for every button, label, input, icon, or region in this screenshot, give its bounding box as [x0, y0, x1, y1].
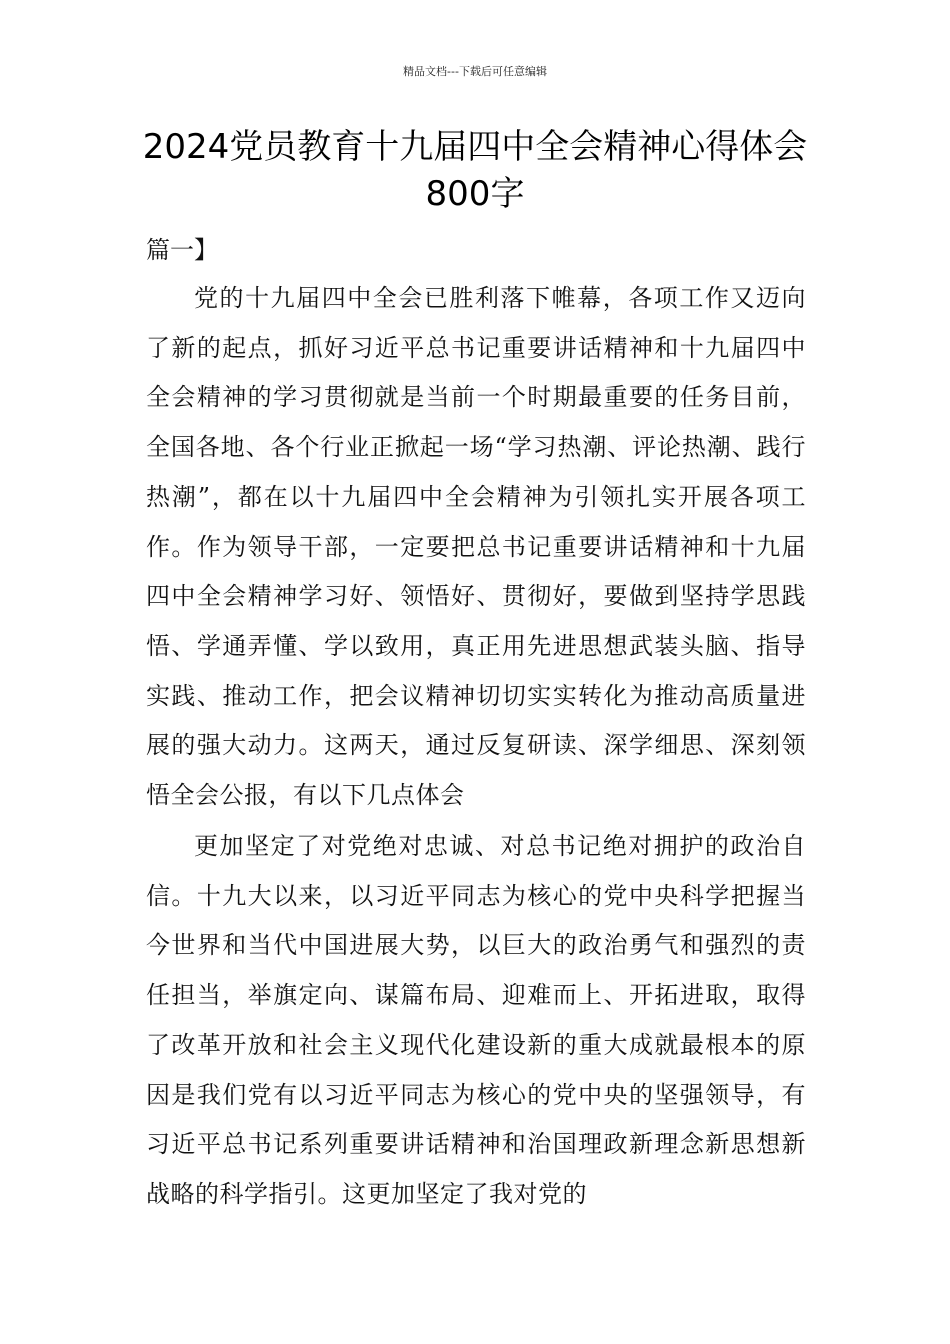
section-label: 篇一】	[146, 236, 218, 264]
document-title: 2024党员教育十九届四中全会精神心得体会800字	[142, 127, 808, 214]
body-paragraph: 党的十九届四中全会已胜利落下帷幕，各项工作又迈向了新的起点，抓好习近平总书记重要讲话精神和十九届四中全会精神的学习贯彻就是当前一个时期最重要的任务目前，全国各地、各个行业正掀起一场“学习热潮、评论热潮、践行热潮”，都在以十九届四中全会精神为引领扎实开展各项工作。作为领导干部，一定要把总书记重要讲话精神和十九届四中全会精神学习好、领悟好、贯彻好，要做到坚持学思践悟、学通弄懂、学以致用，真正用先进思想武装头脑、指导实践、推动工作，把会议精神切切实实转化为推动高质量进展的强大动力。这两天，通过反复研读、深学细思、深刻领悟全会公报，有以下几点体会	[146, 284, 806, 810]
document-header: 精品文档---下载后可任意编辑	[403, 65, 547, 78]
body-paragraph: 更加坚定了对党绝对忠诚、对总书记绝对拥护的政治自信。十九大以来，以习近平同志为核心的党中央科学把握当今世界和当代中国进展大势，以巨大的政治勇气和强烈的责任担当，举旗定向、谋篇布局、迎难而上、开拓进取，取得了改革开放和社会主义现代化建设新的重大成就最根本的原因是我们党有以习近平同志为核心的党中央的坚强领导，有习近平总书记系列重要讲话精神和治国理政新理念新思想新战略的科学指引。这更加坚定了我对党的	[146, 832, 806, 1208]
